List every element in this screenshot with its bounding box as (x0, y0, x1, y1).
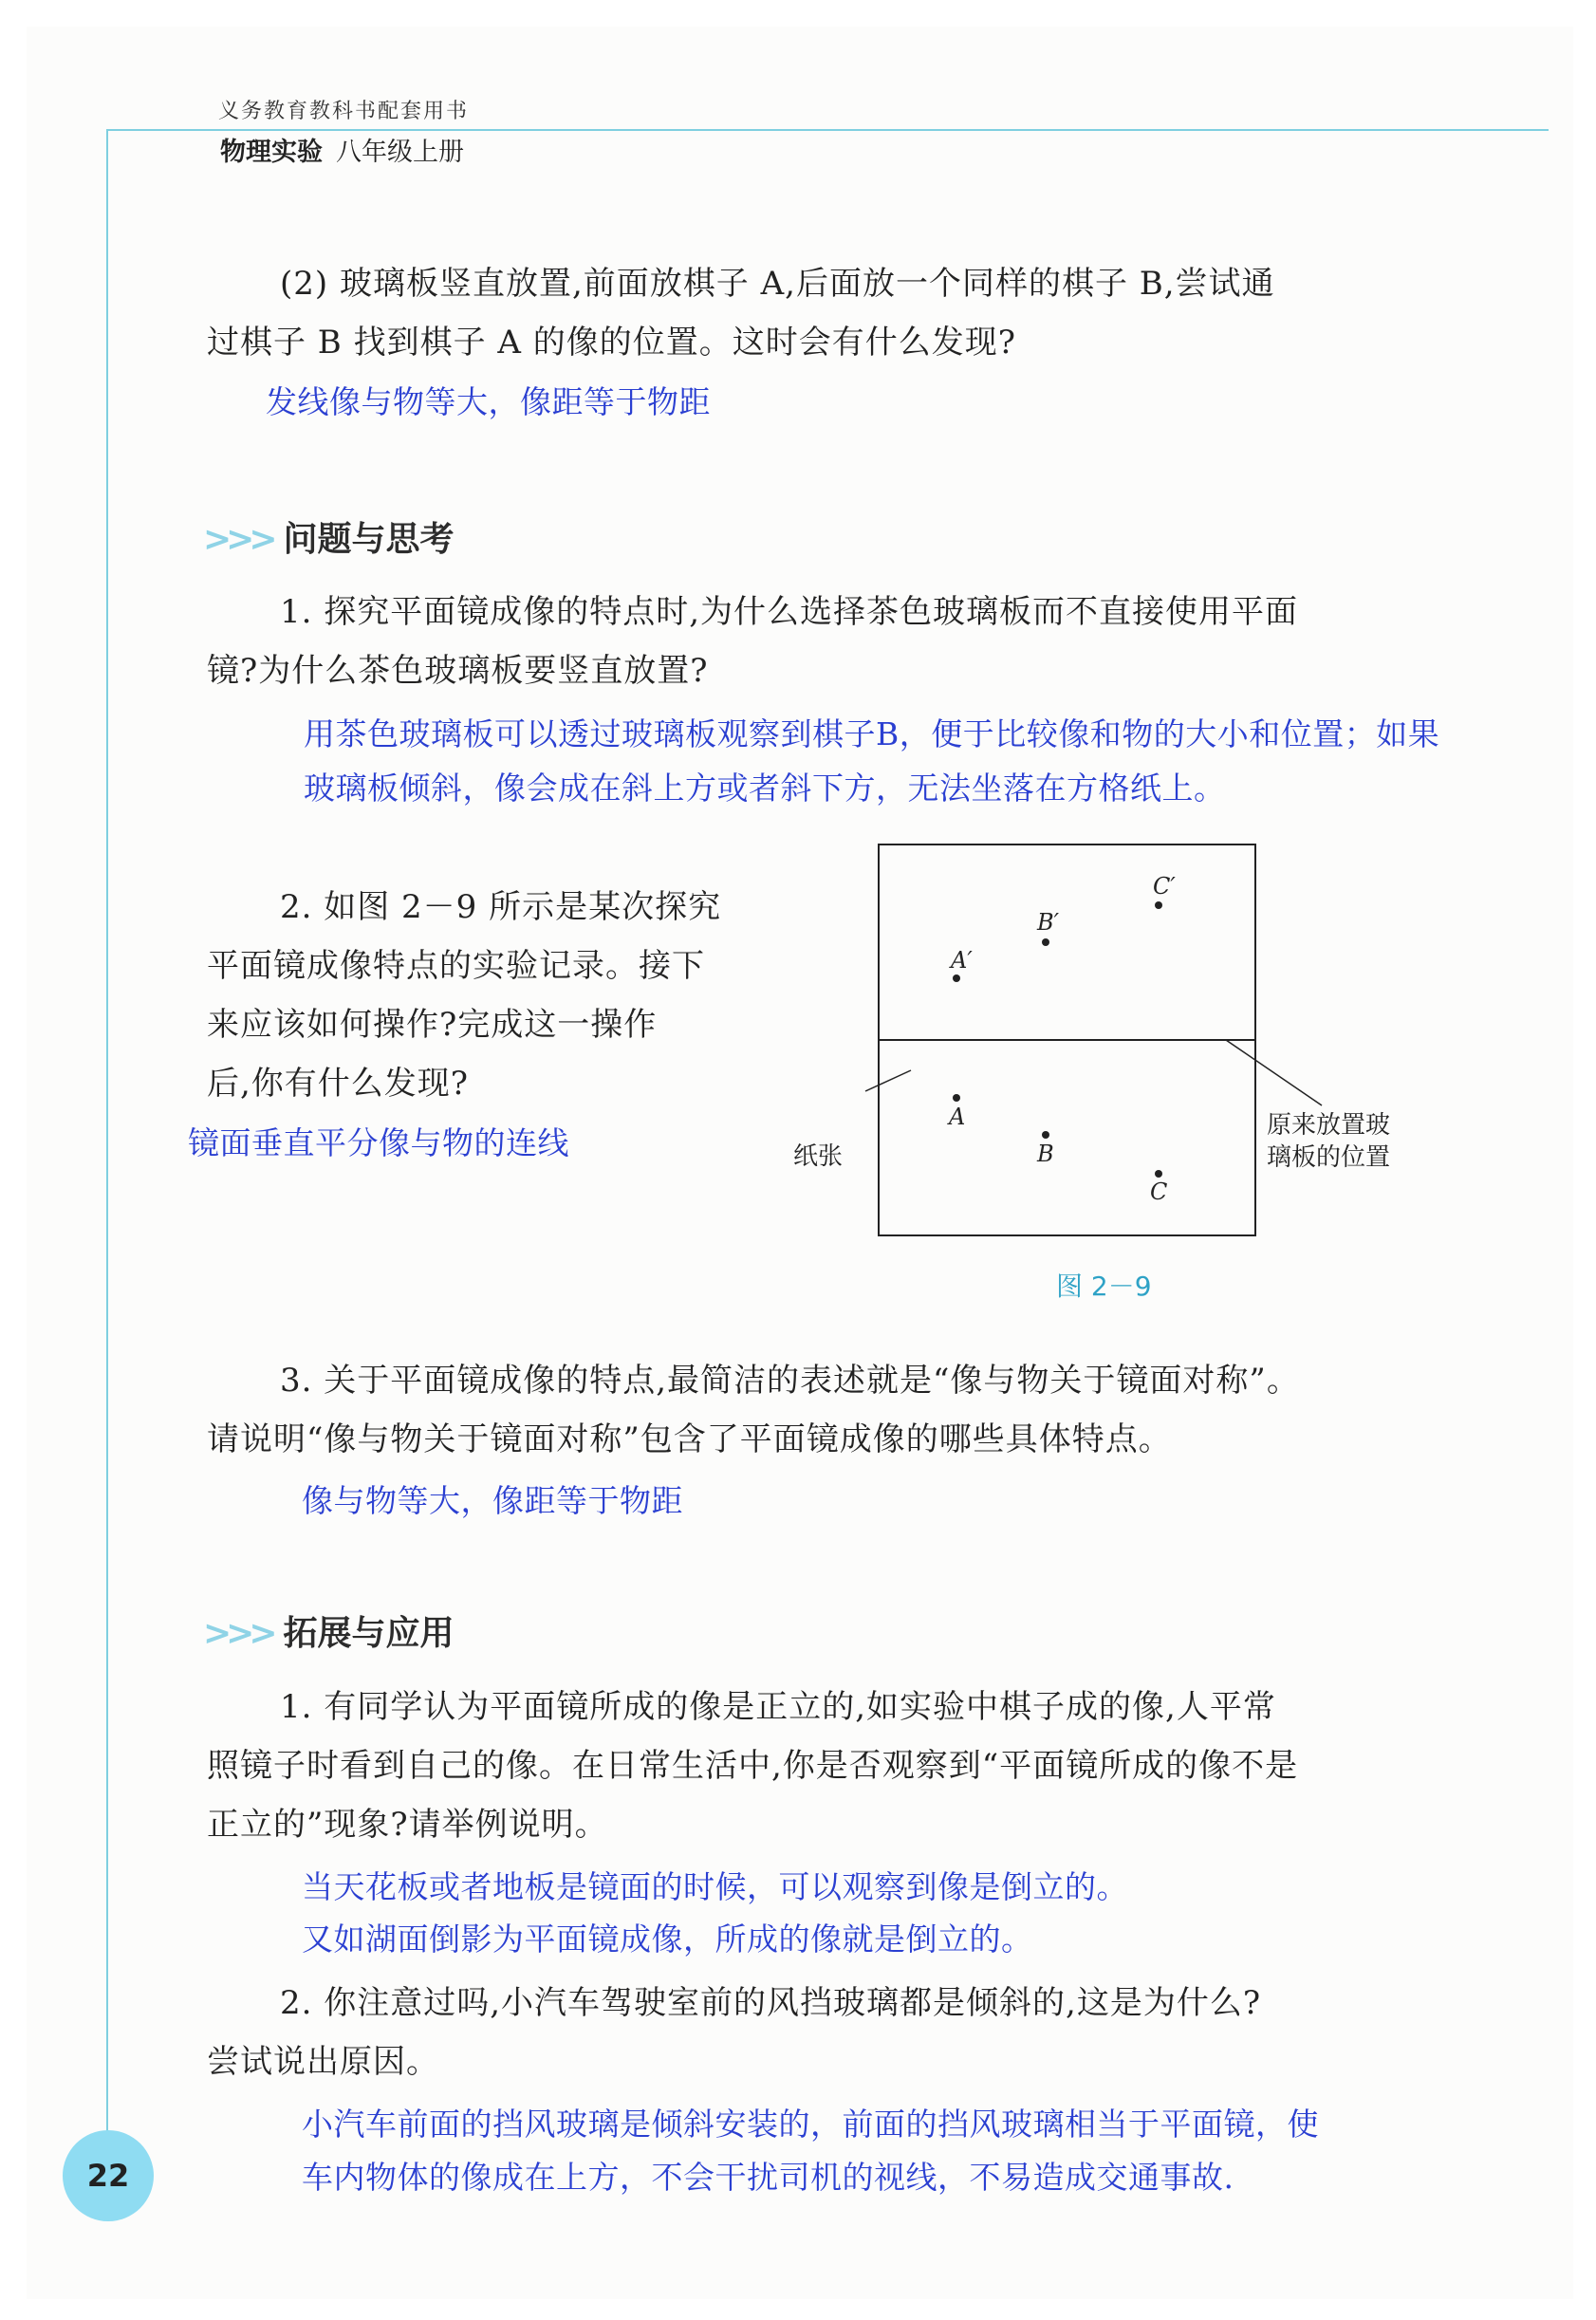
figure-2-9 (778, 835, 1442, 1253)
chevron-icon: >>> (203, 520, 272, 559)
answer-2: 镜面垂直平分像与物的连线 (188, 1124, 569, 1161)
grade-label: 八年级上册 (336, 138, 464, 167)
point-b-image-dot (1042, 938, 1049, 946)
page-number: 22 (63, 2130, 154, 2221)
point-a-image-dot (953, 974, 960, 982)
series-title: 义务教育教科书配套用书 (218, 100, 470, 123)
point-a-dot (953, 1094, 960, 1102)
ext-question-1-line-3: 正立的”现象?请举例说明。 (207, 1806, 608, 1844)
answer-2-2: 发线像与物等大，像距等于物距 (266, 383, 711, 420)
point-b-dot (1042, 1131, 1049, 1139)
ext-answer-2-line-2: 车内物体的像成在上方，不会干扰司机的视线，不易造成交通事故. (302, 2159, 1234, 2196)
ext-question-1-line-2: 照镜子时看到自己的像。在日常生活中,你是否观察到“平面镜所成的像不是 (207, 1747, 1299, 1785)
section-title-questions (203, 512, 455, 561)
margin-rule (106, 129, 108, 2179)
glass-label-line-1: 原来放置玻 (1267, 1111, 1391, 1140)
question-2-2-line-2: 过棋子 B 找到棋子 A 的像的位置。这时会有什么发现? (207, 324, 1016, 362)
point-b-label: B (1037, 1141, 1054, 1167)
point-c-image-dot (1155, 901, 1162, 909)
answer-1-line-1: 用茶色玻璃板可以透过玻璃板观察到棋子B，便于比较像和物的大小和位置；如果 (304, 715, 1440, 752)
ext-answer-1-line-2: 又如湖面倒影为平面镜成像，所成的像就是倒立的。 (302, 1921, 1033, 1958)
point-a-image-label: A′ (951, 947, 973, 974)
ext-question-2-line-2: 尝试说出原因。 (207, 2043, 439, 2081)
paper-leader-line (865, 1070, 911, 1091)
question-1-line-1: 1. 探究平面镜成像的特点时,为什么选择茶色玻璃板而不直接使用平面 (280, 593, 1299, 631)
point-a-label: A (949, 1104, 966, 1130)
point-c-label: C (1150, 1179, 1168, 1205)
paper-label: 纸张 (793, 1142, 844, 1171)
section-title-text: 问题与思考 (283, 520, 455, 559)
point-c-image-label: C′ (1153, 873, 1176, 900)
question-2-line-4: 后,你有什么发现? (207, 1065, 470, 1103)
glass-label-line-2: 璃板的位置 (1267, 1143, 1391, 1172)
question-3-line-2: 请说明“像与物关于镜面对称”包含了平面镜成像的哪些具体特点。 (207, 1420, 1172, 1458)
glass-leader-line (1226, 1040, 1322, 1105)
ext-answer-1-line-1: 当天花板或者地板是镜面的时候，可以观察到像是倒立的。 (302, 1868, 1128, 1905)
section-title-extension (203, 1606, 455, 1655)
question-2-line-1: 2. 如图 2－9 所示是某次探究 (280, 888, 722, 926)
ext-question-1-line-1: 1. 有同学认为平面镜所成的像是正立的,如实验中棋子成的像,人平常 (280, 1688, 1276, 1726)
question-3-line-1: 3. 关于平面镜成像的特点,最简洁的表述就是“像与物关于镜面对称”。 (280, 1362, 1300, 1400)
book-name: 物理实验 (220, 138, 323, 167)
answer-3: 像与物等大，像距等于物距 (302, 1482, 683, 1519)
question-1-line-2: 镜?为什么茶色玻璃板要竖直放置? (207, 652, 709, 690)
question-2-line-2: 平面镜成像特点的实验记录。接下 (207, 947, 705, 985)
chevron-icon: >>> (203, 1614, 272, 1653)
book-title (220, 131, 464, 168)
figure-caption: 图 2－9 (1056, 1271, 1152, 1302)
answer-1-line-2: 玻璃板倾斜，像会成在斜上方或者斜下方，无法坐落在方格纸上。 (304, 770, 1226, 807)
point-c-dot (1155, 1170, 1162, 1178)
ext-question-2-line-1: 2. 你注意过吗,小汽车驾驶室前的风挡玻璃都是倾斜的,这是为什么? (280, 1984, 1262, 2022)
question-2-2-line-1: (2) 玻璃板竖直放置,前面放棋子 A,后面放一个同样的棋子 B,尝试通 (280, 265, 1275, 303)
question-2-line-3: 来应该如何操作?完成这一操作 (207, 1006, 658, 1044)
ext-answer-2-line-1: 小汽车前面的挡风玻璃是倾斜安装的，前面的挡风玻璃相当于平面镜，使 (302, 2106, 1319, 2143)
point-b-image-label: B′ (1037, 909, 1060, 936)
section-title-text: 拓展与应用 (283, 1614, 455, 1653)
